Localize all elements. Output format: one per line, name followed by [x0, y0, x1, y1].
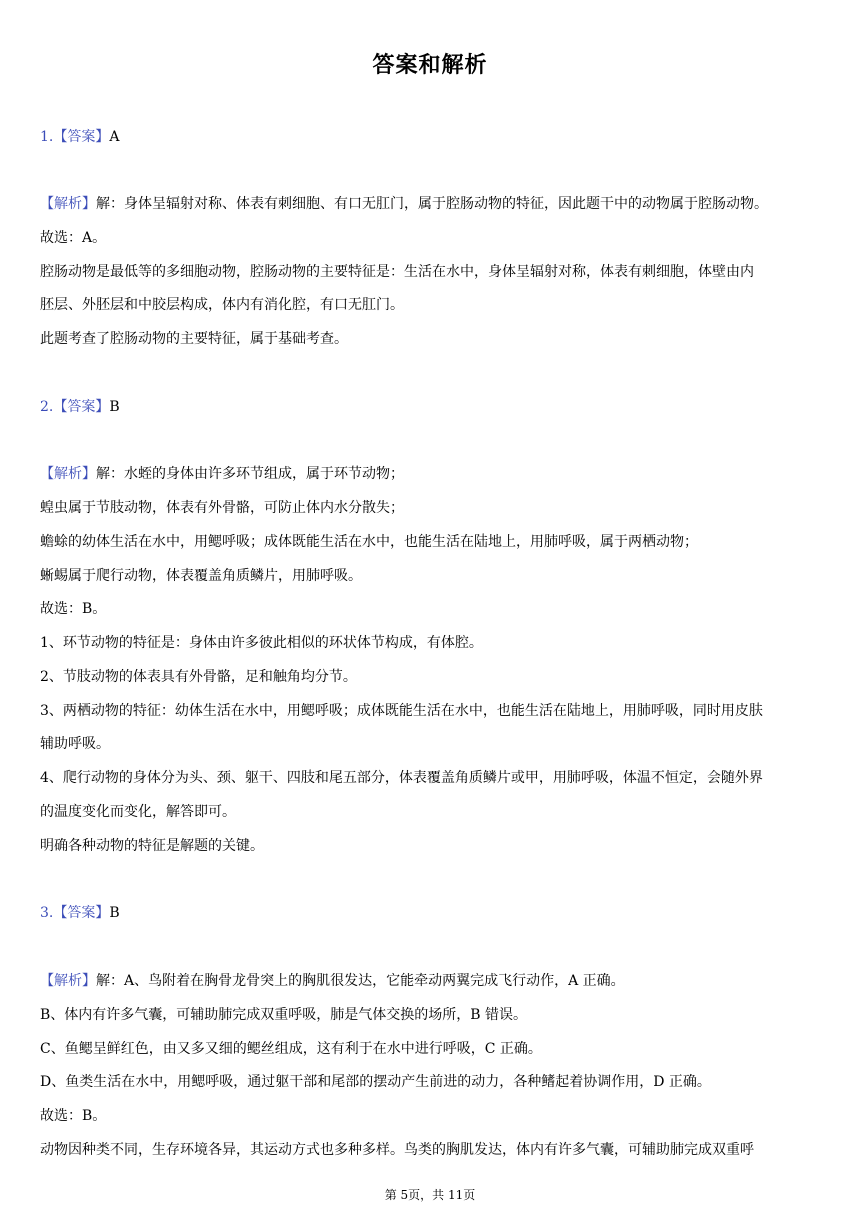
q3-answer-tag: 【答案】: [53, 905, 110, 921]
q1-number: 1.: [40, 129, 54, 145]
q2-answer: [40, 397, 830, 417]
q1-answer-tag: 【答案】: [53, 129, 110, 145]
page-title: 答案和解析: [372, 53, 488, 78]
q1-answer: [40, 127, 830, 147]
q3-text-line: C、鱼鳃呈鲜红色，由又多又细的鳃丝组成，这有利于在水中进行呼吸，C 正确。: [40, 1041, 542, 1057]
q3-analysis-text: 解：A、鸟附着在胸骨龙骨突上的胸肌很发达，它能牵动两翼完成飞行动作，A 正确。: [96, 973, 625, 989]
q2-text-line: 的温度变化而变化，解答即可。: [40, 804, 236, 820]
q3-analysis-line: [40, 971, 830, 991]
q1-text-line: 故选：A。: [40, 230, 107, 246]
q3-text-line: D、鱼类生活在水中，用鳃呼吸，通过躯干部和尾部的摆动产生前进的动力，各种鳍起着协调作用，D 正确。: [40, 1074, 711, 1090]
q2-number: 2.: [40, 399, 54, 415]
q3-analysis-tag: 【解析】: [40, 973, 96, 989]
q1-analysis-text: 解：身体呈辐射对称、体表有刺细胞、有口无肛门，属于腔肠动物的特征，因此题干中的动物属于腔肠动物。: [96, 196, 768, 212]
q1-answer-value: A: [109, 129, 120, 145]
q3-answer: [40, 903, 830, 923]
page-footer: 第 5页，共 11页: [384, 1188, 476, 1202]
q2-text-line: 辅助呼吸。: [40, 736, 110, 752]
q2-text-line: 2、节肢动物的体表具有外骨骼，足和触角均分节。: [40, 669, 357, 685]
q3-answer-value: B: [109, 905, 120, 921]
q1-text-line: 胚层、外胚层和中胶层构成，体内有消化腔，有口无肛门。: [40, 297, 404, 313]
q2-text-line: 蝗虫属于节肢动物，体表有外骨骼，可防止体内水分散失；: [40, 500, 404, 516]
q2-analysis-line: [40, 464, 830, 484]
q2-text-line: 故选：B。: [40, 601, 107, 617]
q2-text-line: 1、环节动物的特征是：身体由许多彼此相似的环状体节构成，有体腔。: [40, 635, 483, 651]
q2-text-line: 明确各种动物的特征是解题的关键。: [40, 838, 264, 854]
q3-text-line: B、体内有许多气囊，可辅助肺完成双重呼吸，肺是气体交换的场所，B 错误。: [40, 1007, 528, 1023]
q2-analysis-tag: 【解析】: [40, 466, 96, 482]
q1-text-line: 腔肠动物是最低等的多细胞动物，腔肠动物的主要特征是：生活在水中，身体呈辐射对称，体表有刺细胞，体壁由内: [40, 264, 754, 280]
q2-answer-value: B: [109, 399, 120, 415]
q1-text-line: 此题考查了腔肠动物的主要特征，属于基础考查。: [40, 331, 348, 347]
q2-text-line: 4、爬行动物的身体分为头、颈、躯干、四肢和尾五部分，体表覆盖角质鳞片或甲，用肺呼吸，体温不恒定，会随外界: [40, 770, 763, 786]
q3-text-line: 动物因种类不同，生存环境各异，其运动方式也多种多样。鸟类的胸肌发达，体内有许多气囊，可辅助肺完成双重呼: [40, 1142, 754, 1158]
q3-number: 3.: [40, 905, 54, 921]
q2-text-line: 3、两栖动物的特征：幼体生活在水中，用鳃呼吸；成体既能生活在水中，也能生活在陆地上，用肺呼吸，同时用皮肤: [40, 703, 763, 719]
q3-text-line: 故选：B。: [40, 1108, 107, 1124]
q2-answer-tag: 【答案】: [53, 399, 110, 415]
q2-analysis-text: 解：水蛭的身体由许多环节组成，属于环节动物；: [96, 466, 404, 482]
q2-text-line: 蜥蜴属于爬行动物，体表覆盖角质鳞片，用肺呼吸。: [40, 568, 362, 584]
q2-text-line: 蟾蜍的幼体生活在水中，用鳃呼吸；成体既能生活在水中，也能生活在陆地上，用肺呼吸，属于两栖动物；: [40, 534, 698, 550]
q1-analysis-line: [40, 194, 830, 214]
q1-analysis-tag: 【解析】: [40, 196, 96, 212]
